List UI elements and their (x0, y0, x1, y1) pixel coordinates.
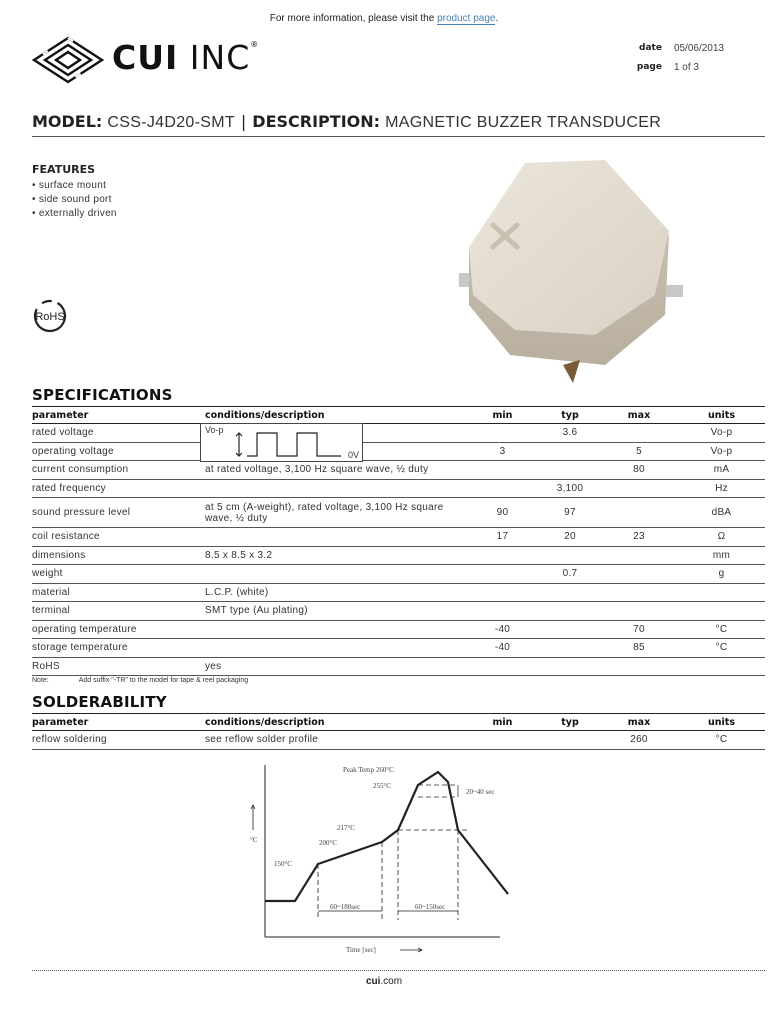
table-cell: material (32, 583, 205, 602)
table-cell: coil resistance (32, 528, 205, 547)
table-cell (540, 602, 600, 621)
table-cell (465, 657, 540, 676)
table-cell (465, 565, 540, 584)
peak-temp-label: Peak Temp 260°C (343, 766, 394, 774)
spec-note: Note: Add suffix "-TR" to the model for tape & reel packaging (32, 677, 249, 684)
table-row (32, 442, 765, 461)
table-cell (600, 657, 678, 676)
table-cell (600, 583, 678, 602)
table-cell: Ω (678, 528, 765, 547)
t255-label: 255°C (373, 782, 391, 790)
model-number: CSS-J4D20-SMT (107, 114, 235, 131)
table-cell: 260 (600, 731, 678, 750)
table-cell: Vo-p (678, 442, 765, 461)
model-header: MODEL: CSS-J4D20-SMT | DESCRIPTION: MAGNETIC BUZZER TRANSDUCER (32, 112, 765, 137)
table-cell: Vo-p (678, 424, 765, 443)
square-wave-icon (201, 424, 362, 461)
cui-logo (32, 34, 272, 86)
table-cell: -40 (465, 620, 540, 639)
table-cell: 20 (540, 528, 600, 547)
square-wave-diagram (200, 423, 363, 462)
table-cell: storage temperature (32, 639, 205, 658)
cui-logo-mark-icon (32, 36, 104, 86)
table-row (32, 583, 765, 602)
table-cell: °C (678, 620, 765, 639)
table-cell (678, 602, 765, 621)
table-cell: °C (678, 639, 765, 658)
table-cell: 17 (465, 528, 540, 547)
duration-peak-label: 20~40 sec (466, 788, 495, 796)
table-cell: 3.6 (540, 424, 600, 443)
table-cell (465, 424, 540, 443)
duration-preheat-label: 60~180sec (330, 903, 361, 911)
table-cell: 97 (540, 498, 600, 528)
table-row (32, 479, 765, 498)
table-cell (678, 657, 765, 676)
table-row (32, 620, 765, 639)
feature-item: • surface mount (32, 180, 107, 191)
table-cell: terminal (32, 602, 205, 621)
table-cell (600, 479, 678, 498)
table-cell: operating voltage (32, 442, 205, 461)
table-row (32, 565, 765, 584)
wave-bottom-label: 0V (347, 450, 359, 460)
table-cell (540, 442, 600, 461)
specifications-table (32, 406, 765, 676)
page-label: page (636, 62, 662, 72)
feature-item: • externally driven (32, 208, 117, 219)
wave-top-label: Vo-p (205, 425, 224, 435)
table-cell: mA (678, 461, 765, 480)
table-cell: Hz (678, 479, 765, 498)
table-cell: operating temperature (32, 620, 205, 639)
table-cell (465, 583, 540, 602)
doc-meta (626, 43, 724, 81)
reflow-solder-profile (250, 760, 520, 960)
table-row (32, 424, 765, 443)
model-description: MAGNETIC BUZZER TRANSDUCER (385, 114, 662, 131)
table-cell: RoHS (32, 657, 205, 676)
table-cell (465, 461, 540, 480)
table-cell: 70 (600, 620, 678, 639)
table-cell: 0.7 (540, 565, 600, 584)
table-cell: 80 (600, 461, 678, 480)
table-cell: 5 (600, 442, 678, 461)
table-cell (600, 498, 678, 528)
features-title: FEATURES (32, 163, 96, 176)
t217-label: 217°C (337, 824, 355, 832)
y-axis-label: °C (250, 836, 258, 844)
table-cell: dimensions (32, 546, 205, 565)
table-row (32, 657, 765, 676)
table-row (32, 546, 765, 565)
table-row (32, 639, 765, 658)
table-cell: -40 (465, 639, 540, 658)
table-row (32, 498, 765, 528)
table-cell: L.C.P. (white) (205, 583, 465, 602)
x-axis-label: Time [sec] (346, 946, 376, 954)
table-cell: see reflow solder profile (205, 731, 465, 750)
table-cell: 85 (600, 639, 678, 658)
table-cell (465, 546, 540, 565)
table-cell (465, 731, 540, 750)
table-cell (540, 546, 600, 565)
table-row (32, 528, 765, 547)
table-cell: rated frequency (32, 479, 205, 498)
table-cell (678, 583, 765, 602)
table-cell (600, 424, 678, 443)
table-cell: yes (205, 657, 465, 676)
solderability-table (32, 713, 765, 750)
feature-item: • side sound port (32, 194, 112, 205)
table-header-row: parameter conditions/description min typ max units (32, 714, 765, 731)
table-header-row: parameter conditions/description min typ max units (32, 407, 765, 424)
logo-wordmark: CUI INC® (112, 38, 260, 77)
table-cell (540, 620, 600, 639)
table-cell: 3 (465, 442, 540, 461)
table-cell (205, 620, 465, 639)
features-section (32, 163, 117, 222)
table-cell (205, 565, 465, 584)
table-cell: 8.5 x 8.5 x 3.2 (205, 546, 465, 565)
duration-reflow-label: 60~150sec (415, 903, 446, 911)
table-cell: current consumption (32, 461, 205, 480)
table-cell: weight (32, 565, 205, 584)
table-cell: 90 (465, 498, 540, 528)
table-row (32, 602, 765, 621)
date-value: 05/06/2013 (673, 43, 724, 54)
table-cell: dBA (678, 498, 765, 528)
table-cell (540, 731, 600, 750)
table-cell (600, 602, 678, 621)
table-cell (465, 602, 540, 621)
page-value: 1 of 3 (673, 62, 699, 73)
table-cell (540, 657, 600, 676)
table-cell: 3,100 (540, 479, 600, 498)
product-page-link[interactable]: product page (437, 13, 496, 24)
table-cell: reflow soldering (32, 731, 205, 750)
table-cell (465, 479, 540, 498)
solderability-title: SOLDERABILITY (32, 693, 167, 711)
footer: cui.com (365, 976, 403, 987)
rohs-icon (32, 298, 68, 334)
table-cell (205, 639, 465, 658)
table-cell: sound pressure level (32, 498, 205, 528)
table-cell (205, 479, 465, 498)
top-note: For more information, please visit the product page. (269, 13, 499, 24)
footer-divider (32, 970, 765, 971)
table-row (32, 731, 765, 750)
table-cell: at rated voltage, 3,100 Hz square wave, ½ duty (205, 461, 465, 480)
specifications-title: SPECIFICATIONS (32, 386, 173, 404)
table-cell (540, 583, 600, 602)
t150-label: 150°C (274, 860, 292, 868)
table-cell: SMT type (Au plating) (205, 602, 465, 621)
t200-label: 200°C (319, 839, 337, 847)
table-cell: °C (678, 731, 765, 750)
table-cell (540, 639, 600, 658)
table-cell: rated voltage (32, 424, 205, 443)
table-cell (205, 528, 465, 547)
table-cell: 23 (600, 528, 678, 547)
table-cell (540, 461, 600, 480)
svg-text:RoHS: RoHS (35, 311, 65, 323)
table-cell (600, 565, 678, 584)
date-label: date (639, 43, 662, 53)
table-cell: at 5 cm (A-weight), rated voltage, 3,100 Hz square wave, ½ duty (205, 498, 465, 528)
table-cell: g (678, 565, 765, 584)
table-cell (600, 546, 678, 565)
buzzer-product-image (455, 155, 685, 390)
table-cell: mm (678, 546, 765, 565)
table-row (32, 461, 765, 480)
